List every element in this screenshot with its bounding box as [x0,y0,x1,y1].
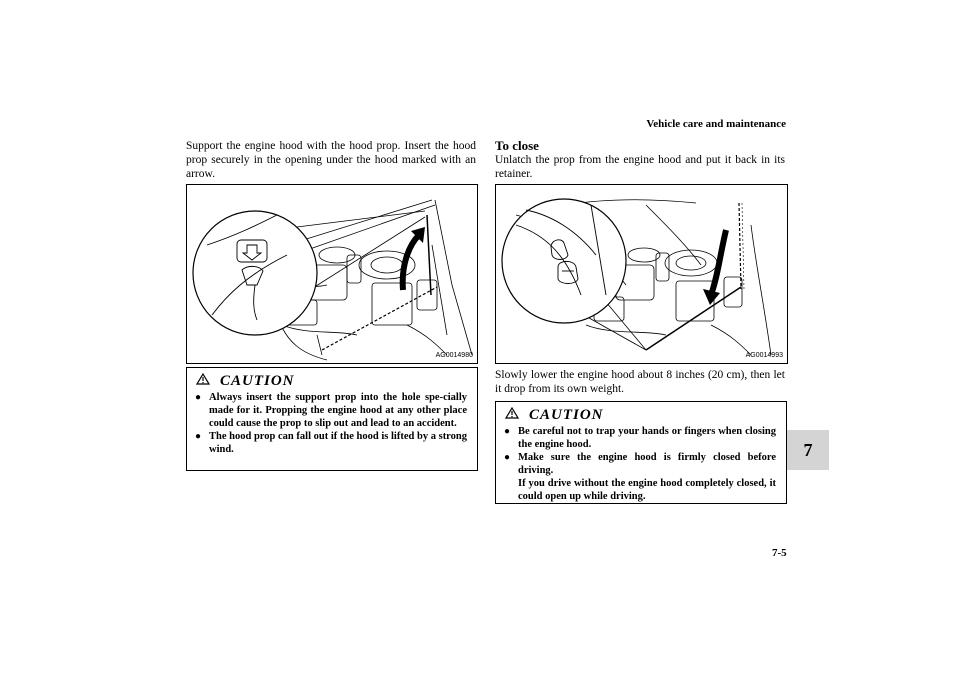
running-header: Vehicle care and maintenance [646,118,786,130]
figure-code: AG0014980 [435,352,473,359]
figure-code: AG0014993 [745,352,783,359]
bullet-icon: ● [504,426,511,437]
hood-prop-retainer-illustration [495,184,788,364]
caution-item: ● The hood prop can fall out if the hood is lifted by a strong wind. [195,431,467,455]
caution-item: ● Be careful not to trap your hands or fingers when closing the engine hood. [504,426,776,450]
engine-bay-drawing-close [496,185,787,363]
caution-list [496,425,786,509]
bullet-icon: ● [504,452,511,463]
caution-title: CAUTION [529,406,604,423]
caution-item: ● Make sure the engine hood is firmly closed before driving. If you drive without the engine hood completely closed, it could open up while driving. [504,452,776,502]
lower-hood-paragraph: Slowly lower the engine hood about 8 inches (20 cm), then let it drop from its own weight. [495,369,785,395]
caution-box-left [186,367,478,471]
caution-item: ● Always insert the support prop into the hole spe-cially made for it. Propping the engine hood at any other place could cause the prop to slip out and lead to an accident. [195,392,467,429]
bullet-icon: ● [195,392,202,403]
caution-list [187,391,477,462]
caution-title: CAUTION [220,372,295,389]
hood-prop-insert-illustration [186,184,478,364]
engine-bay-drawing [187,185,477,363]
intro-paragraph: Support the engine hood with the hood prop. Insert the hood prop securely in the opening under the hood marked with an arrow. [186,140,476,180]
page-number: 7-5 [772,547,787,559]
caution-box-right [495,401,787,504]
warning-triangle-icon [196,372,210,390]
chapter-tab: 7 [787,430,829,470]
close-paragraph: Unlatch the prop from the engine hood and put it back in its retainer. [495,154,785,180]
bullet-icon: ● [195,431,202,442]
warning-triangle-icon [505,406,519,424]
section-heading: To close [495,138,539,153]
caution-header [187,368,477,391]
caution-header [496,402,786,425]
